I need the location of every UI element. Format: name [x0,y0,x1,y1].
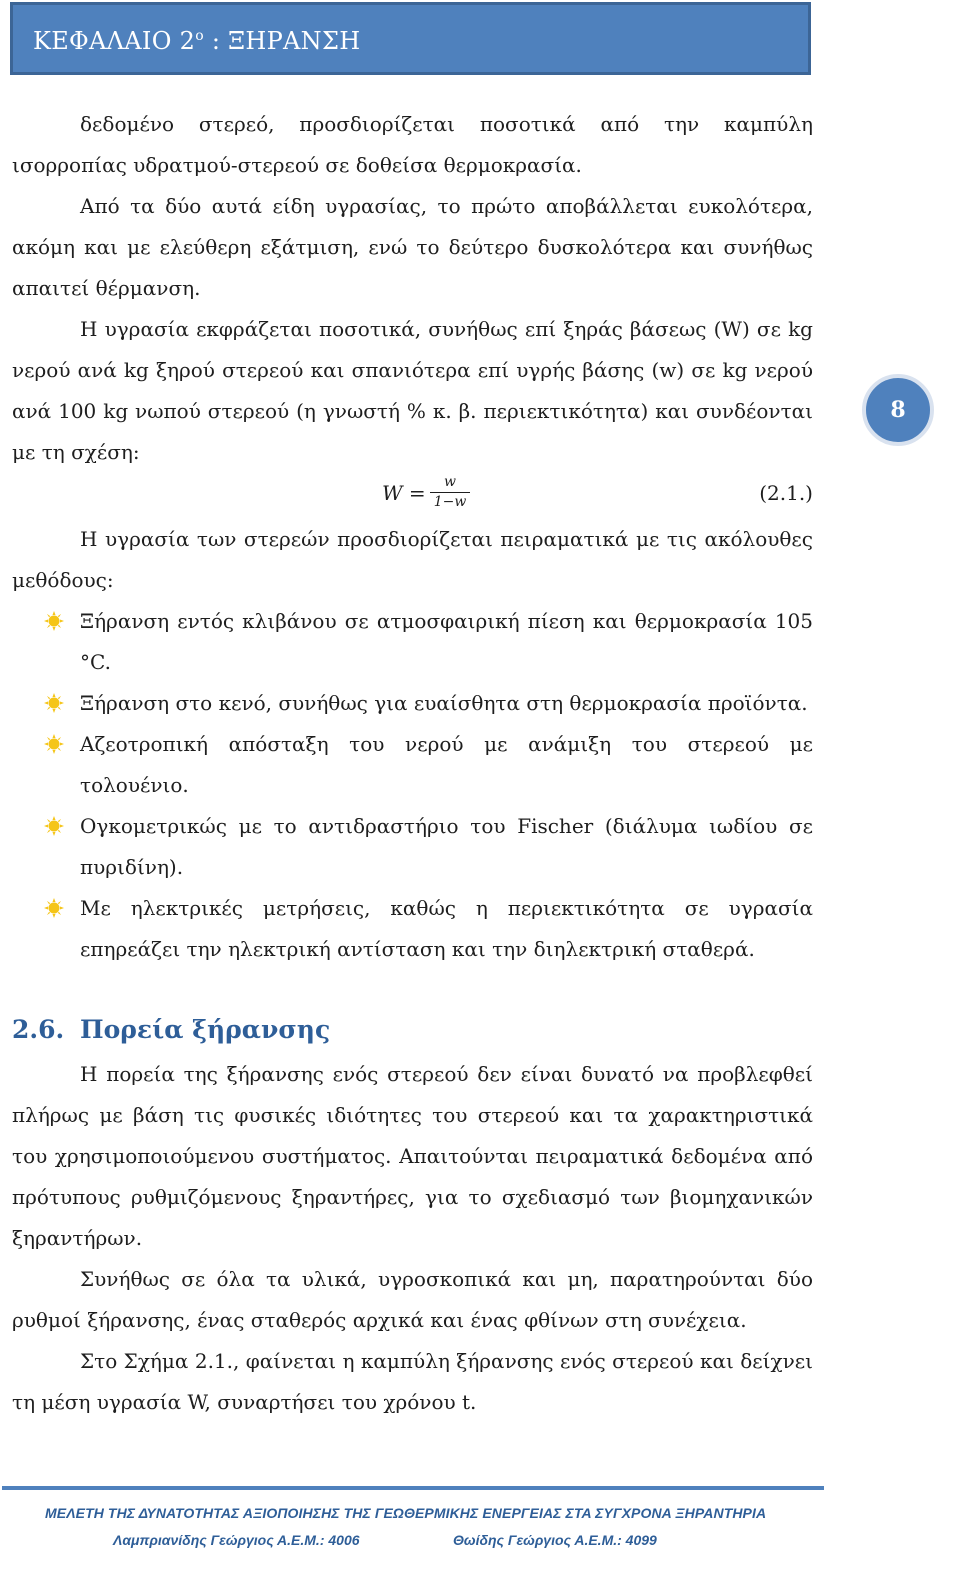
paragraph: Συνήθως σε όλα τα υλικά, υγροσκοπικά και μη, παρατηρούνται δύο ρυθμοί ξήρανσης, ένας σταθερός αρχικά και ένας φθίνων στη συνέχεια. [12,1267,813,1332]
footer-author-2: Θωίδης Γεώργιος Α.Ε.Μ.: 4099 [453,1532,657,1548]
paragraph: Από τα δύο αυτά είδη υγρασίας, το πρώτο αποβάλλεται ευκολότερα, ακόμη και με ελεύθερη εξάτμιση, ενώ το δεύτερο δυσκολότερα και συνήθως απαιτεί θέρμανση. [12,194,813,300]
fraction-numerator: w [430,473,470,493]
list-item [12,888,813,970]
list-item-text: Ξήρανση στο κενό, συνήθως για ευαίσθητα στη θερμοκρασία προϊόντα. [80,691,808,715]
section-title: Πορεία ξήρανσης [80,1015,331,1044]
paragraph: Η πορεία της ξήρανσης ενός στερεού δεν είναι δυνατό να προβλεφθεί πλήρως με βάση τις φυσικές ιδιότητες του στερεού και τα χαρακτηριστικά του χρησιμοποιούμενου συστήματος. Απαιτούνται πειραματικά δεδομένα από πρότυπους ρυθμιζόμενους ξηραντήρες, για το σχεδιασμό των βιομηχανικών ξηραντήρων. [12,1062,813,1250]
list-item [12,724,813,806]
chapter-title: ΚΕΦΑΛΑΙΟ $2^o$ : ΞΗΡΑΝΣΗ [33,27,361,55]
footer-author-1: Λαμπριανίδης Γεώργιος Α.Ε.Μ.: 4006 [113,1532,360,1548]
list-item-text: Αζεοτροπική απόσταξη του νερού με ανάμιξη του στερεού με τολουένιο. [80,732,813,797]
fraction-denominator: 1−w [433,494,467,510]
list-item-text: Ογκομετρικώς με το αντιδραστήριο του Fischer (διάλυμα ιωδίου σε πυριδίνη). [80,814,813,879]
sun-bullet-icon [44,693,64,713]
sun-bullet-icon [44,898,64,918]
equation-fraction [430,473,470,511]
equation-lhs: W = [382,481,426,505]
equation-2-1 [12,473,813,519]
list-item [12,601,813,683]
paragraph: δεδομένο στερεό, προσδιορίζεται ποσοτικά από την καμπύλη ισορροπίας υδρατμού-στερεού σε δοθείσα θερμοκρασία. [12,112,813,177]
list-item-text: Ξήρανση εντός κλιβάνου σε ατμοσφαιρική πίεση και θερμοκρασία 105 °C. [80,609,813,674]
footer-divider [2,1486,824,1490]
paragraph: Στο Σχήμα 2.1., φαίνεται η καμπύλη ξήρανσης ενός στερεού και δείχνει τη μέση υγρασία W, συναρτήσει του χρόνου t. [12,1349,813,1414]
page-number: 8 [890,397,906,423]
section-number: 2.6. [12,1015,65,1044]
list-item-text: Με ηλεκτρικές μετρήσεις, καθώς η περιεκτικότητα σε υγρασία επηρεάζει την ηλεκτρική αντίσταση και την διηλεκτρική σταθερά. [80,896,813,961]
footer-title: ΜΕΛΕΤΗ ΤΗΣ ΔΥΝΑΤΟΤΗΤΑΣ ΑΞΙΟΠΟΙΗΣΗΣ ΤΗΣ ΓΕΩΘΕΡΜΙΚΗΣ ΕΝΕΡΓΕΙΑΣ ΣΤΑ ΣΥΓΧΡΟΝΑ ΞΗΡΑΝΤΗΡΙΑ [45,1505,767,1521]
sun-bullet-icon [44,734,64,754]
paragraph: Η υγρασία εκφράζεται ποσοτικά, συνήθως επί ξηράς βάσεως (W) σε kg νερού ανά kg ξηρού στερεού και σπανιότερα επί υγρής βάσης (w) σε kg νερού ανά 100 kg νωπού στερεού (η γνωστή % κ. β. περιεκτικότητα) και συνδέονται με τη σχέση: [12,317,813,464]
page-content [12,104,813,1423]
sun-bullet-icon [44,816,64,836]
equation-number: (2.1.) [759,481,813,505]
chapter-header [10,2,811,75]
sun-bullet-icon [44,611,64,631]
list-item [12,806,813,888]
section-heading [12,1006,813,1054]
list-item [12,683,813,724]
methods-list [12,601,813,970]
page-number-badge [862,374,934,446]
paragraph: Η υγρασία των στερεών προσδιορίζεται πειραματικά με τις ακόλουθες μεθόδους: [12,527,813,592]
